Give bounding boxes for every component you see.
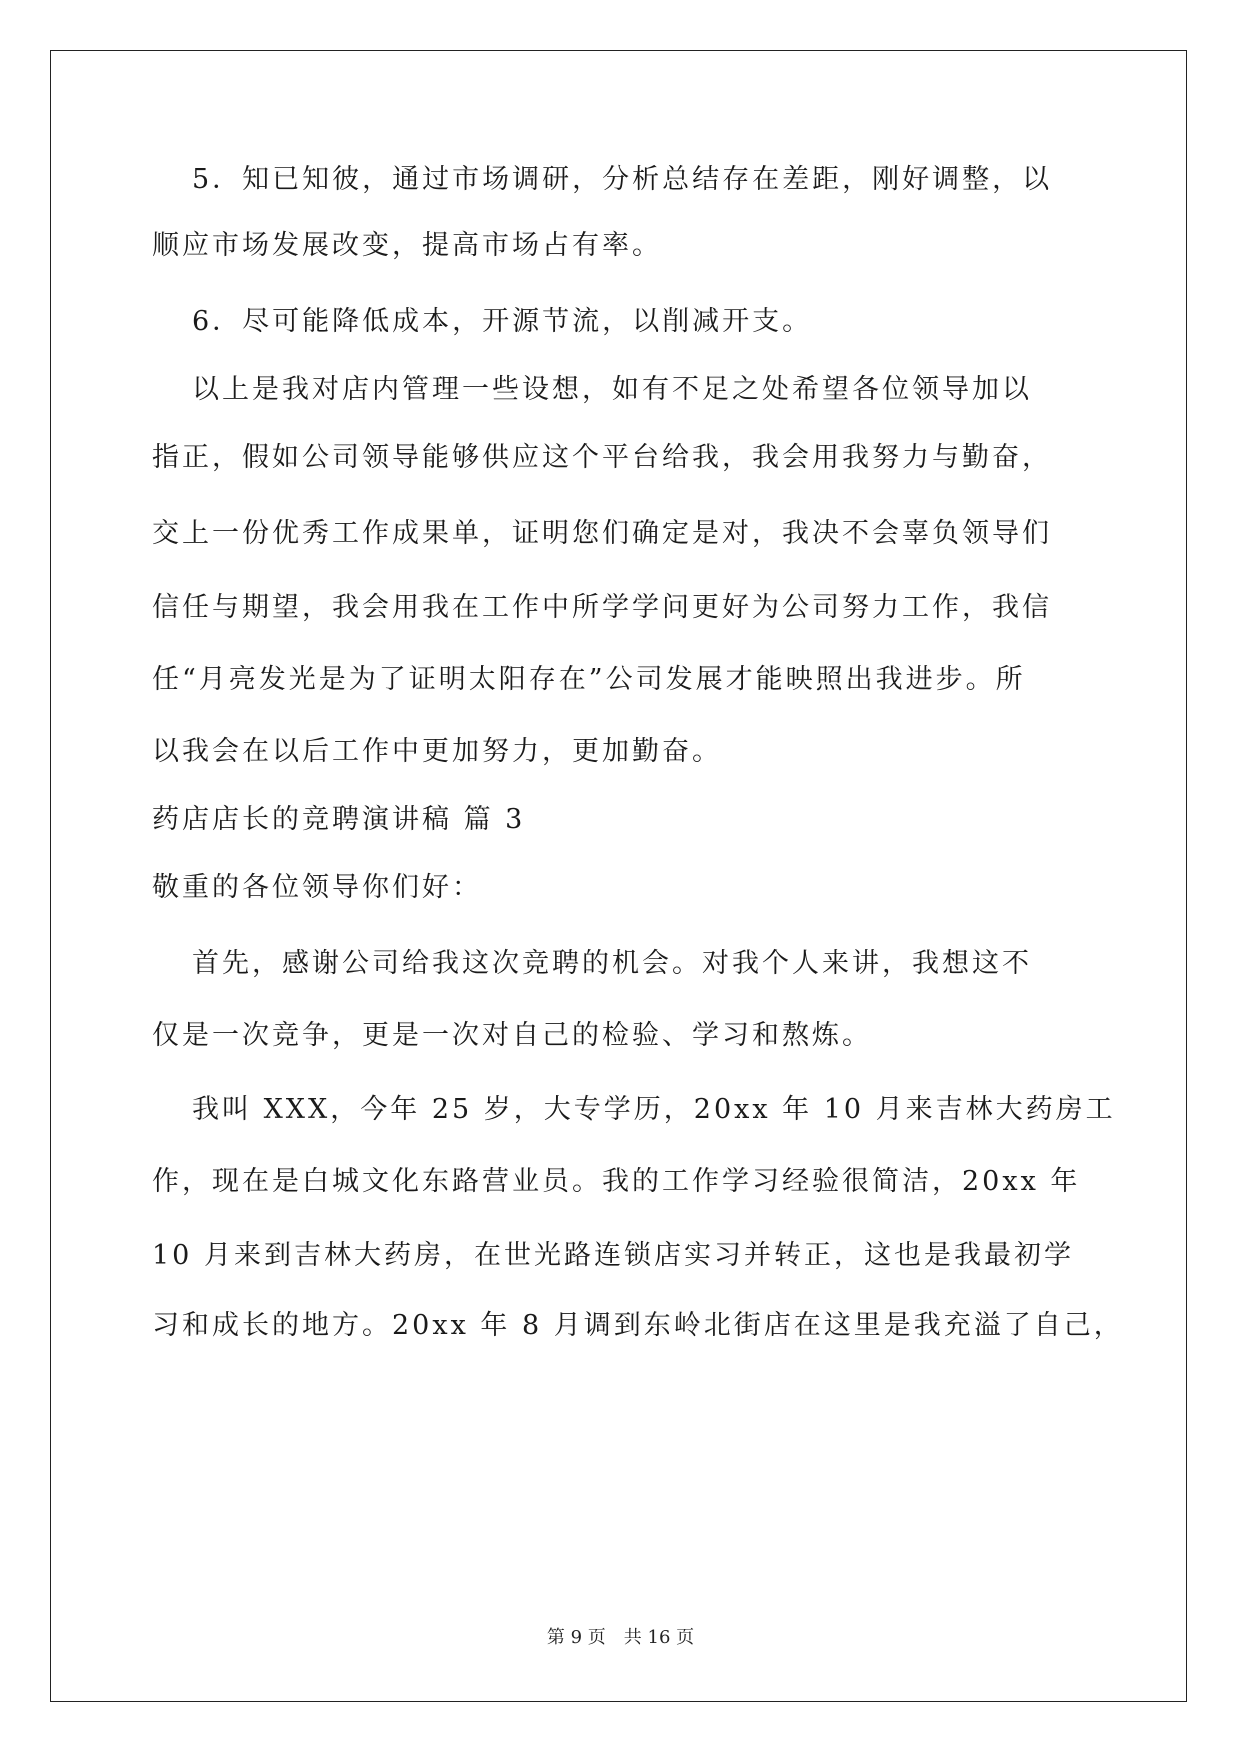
paragraph-line: 5．知已知彼，通过市场调研，分析总结存在差距，刚好调整，以: [192, 164, 1053, 195]
salutation: 敬重的各位领导你们好：: [152, 872, 482, 903]
paragraph-line: 10 月来到吉林大药房，在世光路连锁店实习并转正，这也是我最初学: [152, 1240, 1074, 1271]
paragraph-line: 6．尽可能降低成本，开源节流，以削减开支。: [192, 306, 813, 337]
paragraph-line: 以我会在以后工作中更加努力，更加勤奋。: [152, 736, 722, 767]
paragraph-line: 信任与期望，我会用我在工作中所学学问更好为公司努力工作，我信: [152, 592, 1052, 623]
paragraph-line: 任“月亮发光是为了证明太阳存在”公司发展才能映照出我进步。所: [152, 664, 1026, 695]
paragraph-line: 我叫 XXX，今年 25 岁，大专学历，20xx 年 10 月来吉林大药房工: [192, 1094, 1116, 1125]
section-heading: 药店店长的竞聘演讲稿 篇 3: [152, 804, 526, 835]
paragraph-line: 顺应市场发展改变，提高市场占有率。: [152, 230, 662, 261]
paragraph-line: 交上一份优秀工作成果单，证明您们确定是对，我决不会辜负领导们: [152, 518, 1052, 549]
paragraph-line: 首先，感谢公司给我这次竞聘的机会。对我个人来讲，我想这不: [192, 948, 1032, 979]
paragraph-line: 仅是一次竞争，更是一次对自己的检验、学习和熬炼。: [152, 1020, 872, 1051]
paragraph-line: 习和成长的地方。20xx 年 8 月调到东岭北街店在这里是我充溢了自己，: [152, 1310, 1124, 1341]
paragraph-line: 以上是我对店内管理一些设想，如有不足之处希望各位领导加以: [192, 374, 1032, 405]
paragraph-line: 作，现在是白城文化东路营业员。我的工作学习经验很简洁，20xx 年: [152, 1166, 1081, 1197]
paragraph-line: 指正，假如公司领导能够供应这个平台给我，我会用我努力与勤奋，: [152, 442, 1052, 473]
page-number-footer: 第 9 页 共 16 页: [546, 1627, 695, 1648]
